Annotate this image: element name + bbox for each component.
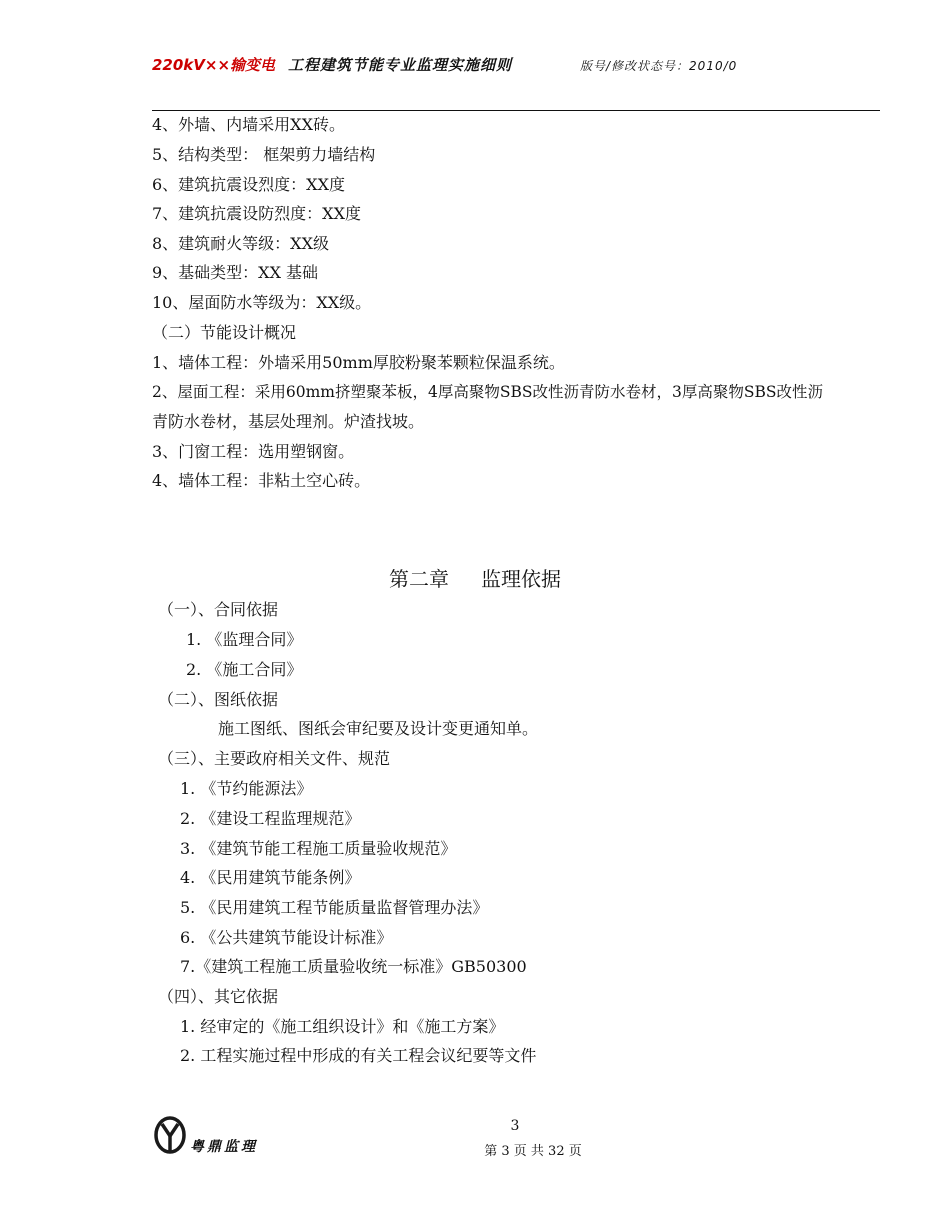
header-project-prefix: 220kV××输变电 [152, 56, 276, 74]
list-item: 1. 《监理合同》 [186, 630, 303, 649]
list-item: 2. 《施工合同》 [186, 660, 303, 679]
chapter-number: 第二章 [389, 567, 449, 591]
text-line: 6、建筑抗震设烈度：XX度 [152, 175, 345, 194]
section-heading: （四）、其它依据 [158, 987, 279, 1006]
list-item: 4. 《民用建筑节能条例》 [180, 868, 361, 887]
list-item: 1. 经审定的《施工组织设计》和《施工方案》 [180, 1017, 505, 1036]
header-version-label: 版号/修改状态号： [580, 59, 690, 73]
page-header [152, 52, 880, 82]
text-line: 4、外墙、内墙采用XX砖。 [152, 115, 345, 134]
page-count: 第 3 页 共 32 页 [484, 1144, 582, 1159]
text-line: 2、屋面工程：采用60mm挤塑聚苯板，4厚高聚物SBS改性沥青防水卷材，3厚高聚物SBS改性沥 [152, 383, 823, 401]
text-line: 9、基础类型：XX 基础 [152, 263, 319, 282]
header-rule [152, 110, 880, 111]
text-line: 青防水卷材，基层处理剂。炉渣找坡。 [152, 412, 425, 431]
list-item: 7.《建筑工程施工质量验收统一标准》GB50300 [180, 957, 527, 976]
list-item: 2. 工程实施过程中形成的有关工程会议纪要等文件 [180, 1046, 537, 1065]
list-item: 3. 《建筑节能工程施工质量验收规范》 [180, 839, 457, 858]
text-line: 10、屋面防水等级为：XX级。 [152, 293, 372, 312]
text-line: 施工图纸、图纸会审纪要及设计变更通知单。 [218, 719, 539, 738]
section-heading: （二）节能设计概况 [152, 323, 297, 342]
chapter-title [0, 563, 950, 592]
text-line: 1、墙体工程：外墙采用50mm厚胶粉聚苯颗粒保温系统。 [152, 353, 565, 372]
chapter-name: 监理依据 [481, 567, 561, 591]
header-title: 工程建筑节能专业监理实施细则 [288, 56, 513, 74]
header-version [580, 57, 737, 74]
text-line: 7、建筑抗震设防烈度：XX度 [152, 204, 361, 223]
text-line: 8、建筑耐火等级：XX级 [152, 234, 329, 253]
text-line: 3、门窗工程：选用塑钢窗。 [152, 442, 355, 461]
section-heading: （二）、图纸依据 [158, 690, 279, 709]
list-item: 1. 《节约能源法》 [180, 779, 313, 798]
list-item: 2. 《建设工程监理规范》 [180, 809, 361, 828]
section-heading: （一）、合同依据 [158, 600, 279, 619]
text-line: 5、结构类型： 框架剪力墙结构 [152, 145, 376, 164]
section-heading: （三）、主要政府相关文件、规范 [158, 749, 391, 768]
list-item: 6. 《公共建筑节能设计标准》 [180, 928, 393, 947]
list-item: 5. 《民用建筑工程节能质量监督管理办法》 [180, 898, 489, 917]
header-version-value: 2010/0 [689, 59, 738, 73]
page-number: 3 [510, 1118, 520, 1134]
company-name: 粤鼎监理 [190, 1139, 258, 1155]
text-line: 4、墙体工程：非粘土空心砖。 [152, 471, 371, 490]
